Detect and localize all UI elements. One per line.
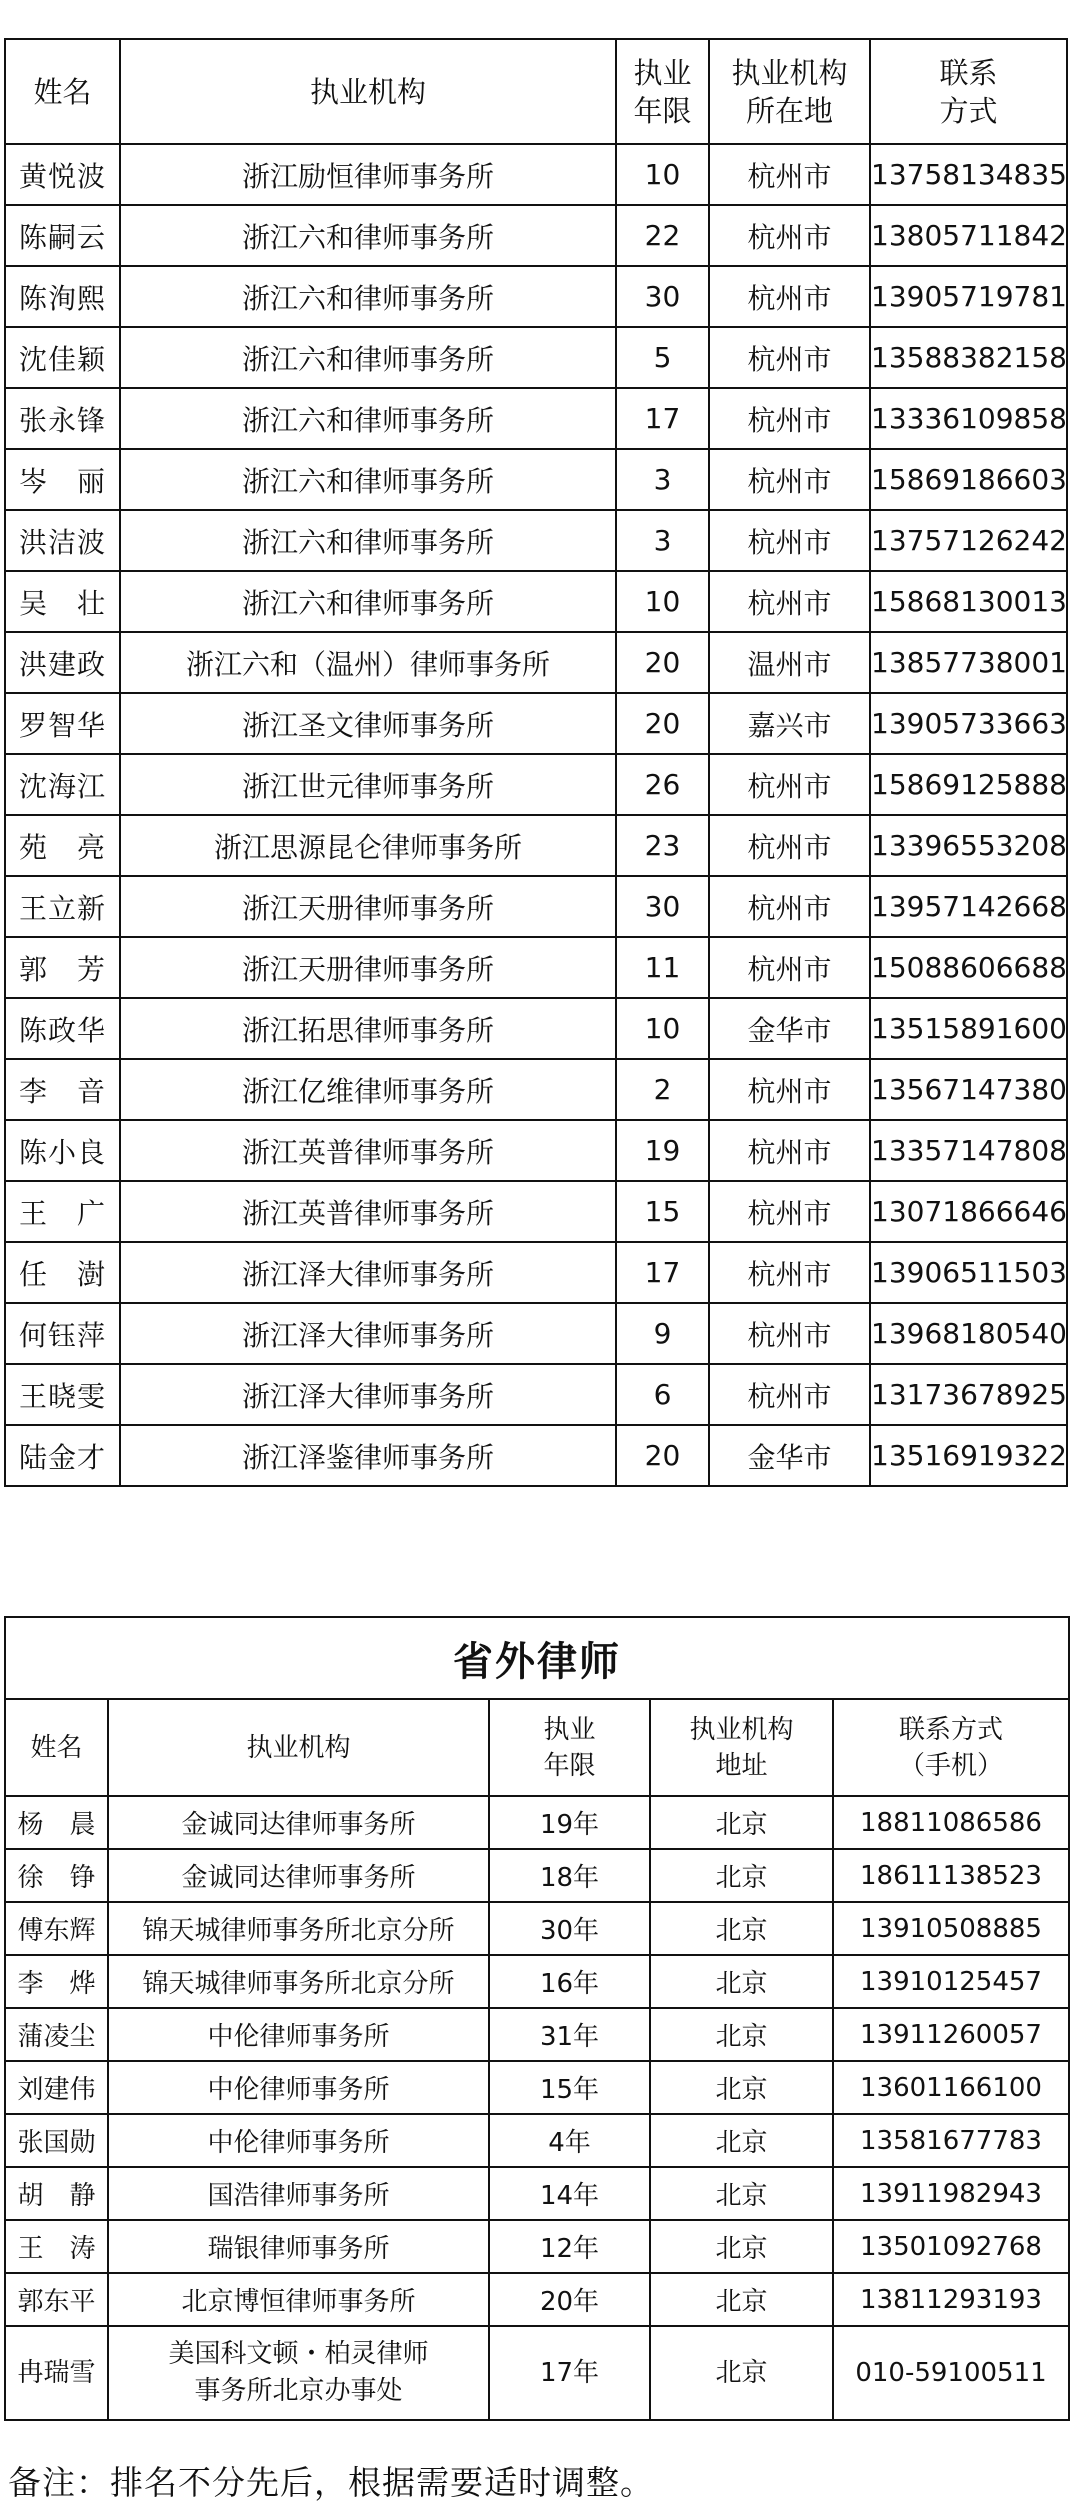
table-row <box>5 1120 1067 1181</box>
cell-firm: 浙江六和律师事务所 <box>120 266 616 327</box>
cell-name: 陈小良 <box>5 1120 120 1181</box>
outside-province-lawyers-table <box>4 1616 1070 2421</box>
cell-years: 30 <box>616 266 709 327</box>
cell-name: 胡 静 <box>5 2167 108 2220</box>
cell-phone: 13911260057 <box>833 2008 1069 2061</box>
header-name: 姓名 <box>5 1699 108 1796</box>
cell-city: 杭州市 <box>709 1181 870 1242</box>
cell-phone: 13968180540 <box>870 1303 1067 1364</box>
cell-years: 20 <box>616 693 709 754</box>
table-row <box>5 1849 1069 1902</box>
cell-city: 杭州市 <box>709 937 870 998</box>
table-row <box>5 144 1067 205</box>
table-row <box>5 1303 1067 1364</box>
cell-firm: 浙江亿维律师事务所 <box>120 1059 616 1120</box>
cell-phone: 13357147808 <box>870 1120 1067 1181</box>
cell-name: 沈海江 <box>5 754 120 815</box>
cell-city: 嘉兴市 <box>709 693 870 754</box>
table-row <box>5 1181 1067 1242</box>
cell-address: 北京 <box>650 1796 833 1849</box>
table-row <box>5 449 1067 510</box>
cell-years: 20 <box>616 632 709 693</box>
cell-firm: 锦天城律师事务所北京分所 <box>108 1902 489 1955</box>
cell-years: 6 <box>616 1364 709 1425</box>
cell-firm: 浙江六和律师事务所 <box>120 510 616 571</box>
cell-years: 12年 <box>489 2220 650 2273</box>
cell-city: 杭州市 <box>709 1364 870 1425</box>
cell-years: 17 <box>616 1242 709 1303</box>
cell-phone: 13396553208 <box>870 815 1067 876</box>
cell-city: 杭州市 <box>709 449 870 510</box>
cell-name: 冉瑞雪 <box>5 2326 108 2420</box>
cell-phone: 13581677783 <box>833 2114 1069 2167</box>
cell-years: 23 <box>616 815 709 876</box>
table-row <box>5 1364 1067 1425</box>
cell-city: 温州市 <box>709 632 870 693</box>
cell-firm: 金诚同达律师事务所 <box>108 1796 489 1849</box>
cell-phone: 15088606688 <box>870 937 1067 998</box>
table-row <box>5 1955 1069 2008</box>
cell-years: 18年 <box>489 1849 650 1902</box>
table-row <box>5 2273 1069 2326</box>
cell-firm: 中伦律师事务所 <box>108 2061 489 2114</box>
cell-years: 5 <box>616 327 709 388</box>
table-row <box>5 1902 1069 1955</box>
cell-firm: 浙江世元律师事务所 <box>120 754 616 815</box>
cell-name: 任 澍 <box>5 1242 120 1303</box>
cell-phone: 13071866646 <box>870 1181 1067 1242</box>
cell-years: 15 <box>616 1181 709 1242</box>
cell-city: 杭州市 <box>709 1242 870 1303</box>
table-row <box>5 1796 1069 1849</box>
cell-years: 19 <box>616 1120 709 1181</box>
cell-city: 杭州市 <box>709 144 870 205</box>
cell-name: 罗智华 <box>5 693 120 754</box>
table-row <box>5 1425 1067 1486</box>
cell-name: 王立新 <box>5 876 120 937</box>
cell-city: 杭州市 <box>709 876 870 937</box>
cell-years: 2 <box>616 1059 709 1120</box>
cell-firm: 浙江思源昆仑律师事务所 <box>120 815 616 876</box>
table-row <box>5 2220 1069 2273</box>
cell-years: 19年 <box>489 1796 650 1849</box>
cell-city: 杭州市 <box>709 1303 870 1364</box>
cell-years: 17年 <box>489 2326 650 2420</box>
cell-firm: 浙江泽大律师事务所 <box>120 1303 616 1364</box>
header-phone: 联系 方式 <box>870 39 1067 144</box>
cell-years: 9 <box>616 1303 709 1364</box>
cell-firm: 浙江圣文律师事务所 <box>120 693 616 754</box>
table-row <box>5 876 1067 937</box>
cell-firm: 浙江励恒律师事务所 <box>120 144 616 205</box>
cell-phone: 13910125457 <box>833 1955 1069 2008</box>
cell-phone: 15869125888 <box>870 754 1067 815</box>
cell-address: 北京 <box>650 2061 833 2114</box>
cell-firm: 浙江天册律师事务所 <box>120 876 616 937</box>
table-row <box>5 327 1067 388</box>
cell-name: 岑 丽 <box>5 449 120 510</box>
cell-name: 陈政华 <box>5 998 120 1059</box>
cell-city: 杭州市 <box>709 510 870 571</box>
table-row <box>5 2326 1069 2420</box>
cell-name: 王 广 <box>5 1181 120 1242</box>
cell-years: 15年 <box>489 2061 650 2114</box>
table-row <box>5 815 1067 876</box>
cell-years: 26 <box>616 754 709 815</box>
cell-phone: 13957142668 <box>870 876 1067 937</box>
cell-firm: 锦天城律师事务所北京分所 <box>108 1955 489 2008</box>
cell-firm: 国浩律师事务所 <box>108 2167 489 2220</box>
cell-city: 金华市 <box>709 1425 870 1486</box>
cell-name: 洪建政 <box>5 632 120 693</box>
header-years: 执业 年限 <box>489 1699 650 1796</box>
cell-phone: 15869186603 <box>870 449 1067 510</box>
cell-phone: 13906511503 <box>870 1242 1067 1303</box>
cell-phone: 18611138523 <box>833 1849 1069 1902</box>
cell-name: 郭 芳 <box>5 937 120 998</box>
cell-city: 杭州市 <box>709 388 870 449</box>
cell-firm: 浙江泽大律师事务所 <box>120 1242 616 1303</box>
cell-phone: 13811293193 <box>833 2273 1069 2326</box>
cell-name: 徐 铮 <box>5 1849 108 1902</box>
cell-phone: 13805711842 <box>870 205 1067 266</box>
table-row <box>5 510 1067 571</box>
cell-city: 杭州市 <box>709 1120 870 1181</box>
cell-address: 北京 <box>650 2008 833 2061</box>
cell-phone: 18811086586 <box>833 1796 1069 1849</box>
cell-name: 傅东辉 <box>5 1902 108 1955</box>
cell-firm: 浙江天册律师事务所 <box>120 937 616 998</box>
cell-name: 陈嗣云 <box>5 205 120 266</box>
outside-table-body <box>5 1796 1069 2420</box>
header-firm: 执业机构 <box>108 1699 489 1796</box>
cell-phone: 13515891600 <box>870 998 1067 1059</box>
cell-name: 李 音 <box>5 1059 120 1120</box>
cell-address: 北京 <box>650 1955 833 2008</box>
cell-phone: 13501092768 <box>833 2220 1069 2273</box>
cell-city: 杭州市 <box>709 266 870 327</box>
cell-firm: 金诚同达律师事务所 <box>108 1849 489 1902</box>
cell-years: 10 <box>616 144 709 205</box>
cell-city: 杭州市 <box>709 205 870 266</box>
cell-years: 11 <box>616 937 709 998</box>
header-address: 执业机构 地址 <box>650 1699 833 1796</box>
cell-phone: 13173678925 <box>870 1364 1067 1425</box>
cell-phone: 13601166100 <box>833 2061 1069 2114</box>
cell-name: 王 涛 <box>5 2220 108 2273</box>
table-row <box>5 937 1067 998</box>
zhejiang-lawyers-table <box>4 38 1068 1487</box>
cell-phone: 13567147380 <box>870 1059 1067 1120</box>
cell-years: 4年 <box>489 2114 650 2167</box>
cell-firm: 浙江六和律师事务所 <box>120 388 616 449</box>
cell-city: 杭州市 <box>709 571 870 632</box>
table-header-row <box>5 39 1067 144</box>
cell-phone: 13905719781 <box>870 266 1067 327</box>
cell-years: 30年 <box>489 1902 650 1955</box>
table-row <box>5 205 1067 266</box>
table-header-row <box>5 1699 1069 1796</box>
cell-name: 苑 亮 <box>5 815 120 876</box>
cell-address: 北京 <box>650 2326 833 2420</box>
cell-firm: 瑞银律师事务所 <box>108 2220 489 2273</box>
cell-name: 洪洁波 <box>5 510 120 571</box>
cell-firm: 浙江英普律师事务所 <box>120 1120 616 1181</box>
cell-firm: 浙江六和（温州）律师事务所 <box>120 632 616 693</box>
cell-address: 北京 <box>650 2220 833 2273</box>
cell-firm: 中伦律师事务所 <box>108 2114 489 2167</box>
cell-phone: 13336109858 <box>870 388 1067 449</box>
cell-firm: 中伦律师事务所 <box>108 2008 489 2061</box>
cell-years: 22 <box>616 205 709 266</box>
cell-phone: 010-59100511 <box>833 2326 1069 2420</box>
cell-name: 陆金才 <box>5 1425 120 1486</box>
cell-phone: 13758134835 <box>870 144 1067 205</box>
cell-name: 张永锋 <box>5 388 120 449</box>
cell-name: 杨 晨 <box>5 1796 108 1849</box>
cell-name: 王晓雯 <box>5 1364 120 1425</box>
cell-address: 北京 <box>650 2273 833 2326</box>
table-row <box>5 632 1067 693</box>
table-row <box>5 693 1067 754</box>
cell-phone: 13757126242 <box>870 510 1067 571</box>
cell-address: 北京 <box>650 1902 833 1955</box>
footnote: 备注：排名不分先后，根据需要适时调整。 <box>8 2463 654 2502</box>
zhejiang-table-body <box>5 144 1067 1486</box>
table-row <box>5 571 1067 632</box>
table-row <box>5 754 1067 815</box>
cell-firm: 北京博恒律师事务所 <box>108 2273 489 2326</box>
cell-phone: 13910508885 <box>833 1902 1069 1955</box>
cell-phone: 13905733663 <box>870 693 1067 754</box>
cell-address: 北京 <box>650 2114 833 2167</box>
cell-years: 14年 <box>489 2167 650 2220</box>
table-row <box>5 388 1067 449</box>
cell-name: 黄悦波 <box>5 144 120 205</box>
cell-firm: 浙江六和律师事务所 <box>120 571 616 632</box>
table-title-row <box>5 1617 1069 1699</box>
table-row <box>5 2114 1069 2167</box>
table-row <box>5 998 1067 1059</box>
cell-name: 李 烨 <box>5 1955 108 2008</box>
header-phone: 联系方式 （手机） <box>833 1699 1069 1796</box>
cell-phone: 13857738001 <box>870 632 1067 693</box>
cell-years: 10 <box>616 998 709 1059</box>
table-row <box>5 2061 1069 2114</box>
cell-firm: 浙江泽鉴律师事务所 <box>120 1425 616 1486</box>
cell-firm: 浙江六和律师事务所 <box>120 449 616 510</box>
cell-years: 3 <box>616 449 709 510</box>
header-name: 姓名 <box>5 39 120 144</box>
cell-city: 杭州市 <box>709 815 870 876</box>
cell-phone: 15868130013 <box>870 571 1067 632</box>
cell-phone: 13516919322 <box>870 1425 1067 1486</box>
table-row <box>5 2167 1069 2220</box>
header-years: 执业 年限 <box>616 39 709 144</box>
cell-firm: 浙江泽大律师事务所 <box>120 1364 616 1425</box>
cell-name: 陈洵熙 <box>5 266 120 327</box>
cell-city: 杭州市 <box>709 1059 870 1120</box>
cell-years: 10 <box>616 571 709 632</box>
table-row <box>5 1242 1067 1303</box>
cell-name: 吴 壮 <box>5 571 120 632</box>
cell-phone: 13911982943 <box>833 2167 1069 2220</box>
header-city: 执业机构 所在地 <box>709 39 870 144</box>
table-row <box>5 1059 1067 1120</box>
cell-firm: 浙江六和律师事务所 <box>120 327 616 388</box>
cell-city: 杭州市 <box>709 327 870 388</box>
cell-address: 北京 <box>650 2167 833 2220</box>
cell-name: 郭东平 <box>5 2273 108 2326</box>
cell-firm: 浙江六和律师事务所 <box>120 205 616 266</box>
cell-years: 3 <box>616 510 709 571</box>
cell-name: 张国勋 <box>5 2114 108 2167</box>
cell-years: 31年 <box>489 2008 650 2061</box>
header-firm: 执业机构 <box>120 39 616 144</box>
cell-years: 30 <box>616 876 709 937</box>
cell-address: 北京 <box>650 1849 833 1902</box>
cell-name: 何钰萍 <box>5 1303 120 1364</box>
cell-firm: 浙江英普律师事务所 <box>120 1181 616 1242</box>
cell-years: 20 <box>616 1425 709 1486</box>
cell-years: 17 <box>616 388 709 449</box>
cell-name: 沈佳颖 <box>5 327 120 388</box>
table-title: 省外律师 <box>5 1617 1069 1699</box>
table-row <box>5 266 1067 327</box>
cell-firm: 浙江拓思律师事务所 <box>120 998 616 1059</box>
cell-phone: 13588382158 <box>870 327 1067 388</box>
cell-years: 16年 <box>489 1955 650 2008</box>
cell-firm: 美国科文顿・柏灵律师 事务所北京办事处 <box>108 2326 489 2420</box>
cell-city: 金华市 <box>709 998 870 1059</box>
cell-name: 蒲凌尘 <box>5 2008 108 2061</box>
cell-city: 杭州市 <box>709 754 870 815</box>
cell-years: 20年 <box>489 2273 650 2326</box>
table-row <box>5 2008 1069 2061</box>
cell-name: 刘建伟 <box>5 2061 108 2114</box>
